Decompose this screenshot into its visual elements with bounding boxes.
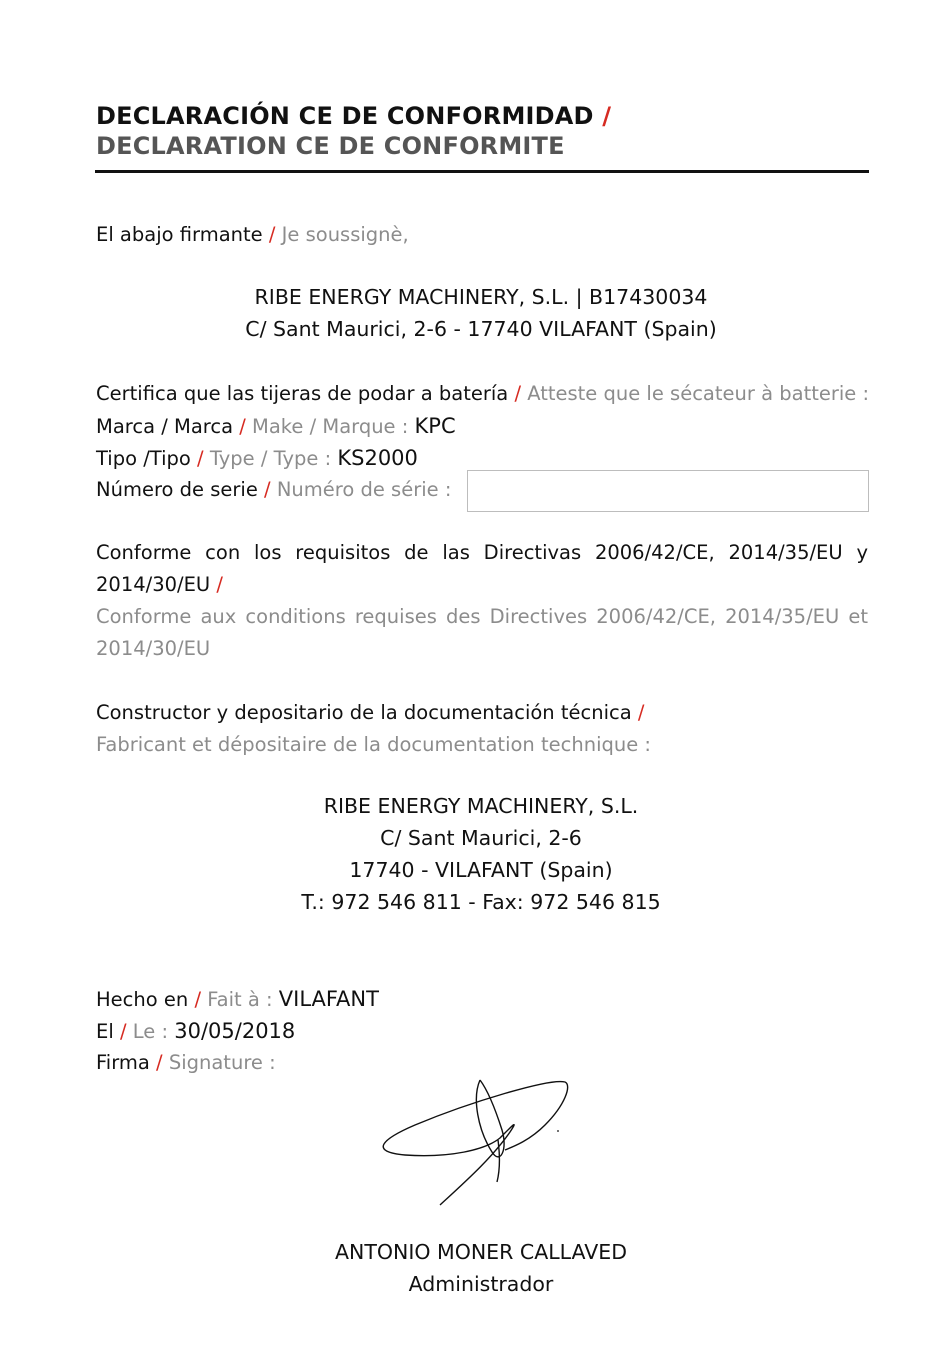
brand-fr: Make / Marque :	[252, 415, 409, 438]
serial-es: Número de serie	[96, 478, 258, 501]
place-fr: Fait à :	[207, 988, 273, 1011]
manufacturer-separator: /	[637, 701, 645, 724]
brand-separator: /	[239, 415, 246, 438]
serial-line	[96, 478, 451, 502]
handwritten-signature	[360, 1070, 590, 1215]
date-fr: Le :	[132, 1020, 169, 1043]
manufacturer-es-line	[96, 701, 644, 725]
brand-line	[96, 414, 456, 439]
manufacturer-street: C/ Sant Maurici, 2-6	[380, 826, 582, 850]
place-es: Hecho en	[96, 988, 189, 1011]
title-es-text: DECLARACIÓN CE DE CONFORMIDAD	[96, 102, 594, 130]
conformity-es-line1: Conforme con los requisitos de las Directivas 2006/42/CE, 2014/35/EU y	[96, 541, 868, 564]
type-es: Tipo /Tipo	[96, 447, 191, 470]
conformity-fr-line1: Conforme aux conditions requises des Directives 2006/42/CE, 2014/35/EU et	[96, 605, 868, 628]
manufacturer-block	[0, 790, 950, 918]
place-separator: /	[194, 988, 202, 1011]
brand-es: Marca / Marca	[96, 415, 234, 438]
conformity-es-line2: 2014/30/EU	[96, 573, 211, 596]
certifies-separator: /	[514, 382, 522, 405]
intro-line	[96, 223, 409, 247]
serial-fr: Numéro de série :	[276, 478, 452, 501]
signature-separator: /	[156, 1051, 163, 1074]
company-name-line: RIBE ENERGY MACHINERY, S.L. | B17430034	[254, 285, 708, 309]
place-value: VILAFANT	[278, 987, 379, 1011]
type-value: KS2000	[337, 446, 418, 470]
conformity-es-block	[96, 537, 868, 665]
signature-es: Firma	[96, 1051, 150, 1074]
title-french: DECLARATION CE DE CONFORMITE	[96, 132, 565, 160]
date-separator: /	[119, 1020, 127, 1043]
type-fr: Type / Type :	[209, 447, 332, 470]
manufacturer-city: 17740 - VILAFANT (Spain)	[349, 858, 613, 882]
serial-separator: /	[264, 478, 271, 501]
brand-value: KPC	[414, 414, 456, 438]
type-line	[96, 446, 418, 471]
manufacturer-name: RIBE ENERGY MACHINERY, S.L.	[323, 794, 639, 818]
certifies-line	[96, 382, 869, 406]
manufacturer-fr: Fabricant et dépositaire de la documentation technique :	[96, 733, 651, 756]
manufacturer-phone-fax: T.: 972 546 811 - Fax: 972 546 815	[301, 890, 661, 914]
conformity-separator: /	[216, 573, 223, 596]
intro-es: El abajo firmante	[96, 223, 263, 246]
signer-name: ANTONIO MONER CALLAVED	[334, 1240, 628, 1264]
date-line	[96, 1019, 295, 1044]
type-separator: /	[197, 447, 204, 470]
certifies-es: Certifica que las tijeras de podar a batería	[96, 382, 509, 405]
conformity-fr-line2: 2014/30/EU	[96, 637, 211, 660]
company-block	[0, 281, 950, 345]
signature-line	[96, 1051, 276, 1075]
title-spanish	[96, 102, 611, 130]
date-es: El	[96, 1020, 114, 1043]
conformity-es-line2-wrap	[96, 569, 868, 601]
title-separator: /	[602, 102, 612, 130]
serial-number-field[interactable]	[467, 470, 869, 512]
company-address-line: C/ Sant Maurici, 2-6 - 17740 VILAFANT (Spain)	[245, 317, 717, 341]
signature-fr: Signature :	[168, 1051, 276, 1074]
certifies-fr: Atteste que le sécateur à batterie :	[527, 382, 870, 405]
date-value: 30/05/2018	[174, 1019, 296, 1043]
title-divider	[95, 170, 869, 173]
signer-block	[0, 1236, 950, 1300]
place-line	[96, 987, 379, 1012]
manufacturer-es: Constructor y depositario de la documentación técnica	[96, 701, 632, 724]
signer-role: Administrador	[408, 1272, 554, 1296]
intro-fr: Je soussignè,	[281, 223, 409, 246]
intro-separator: /	[268, 223, 276, 246]
